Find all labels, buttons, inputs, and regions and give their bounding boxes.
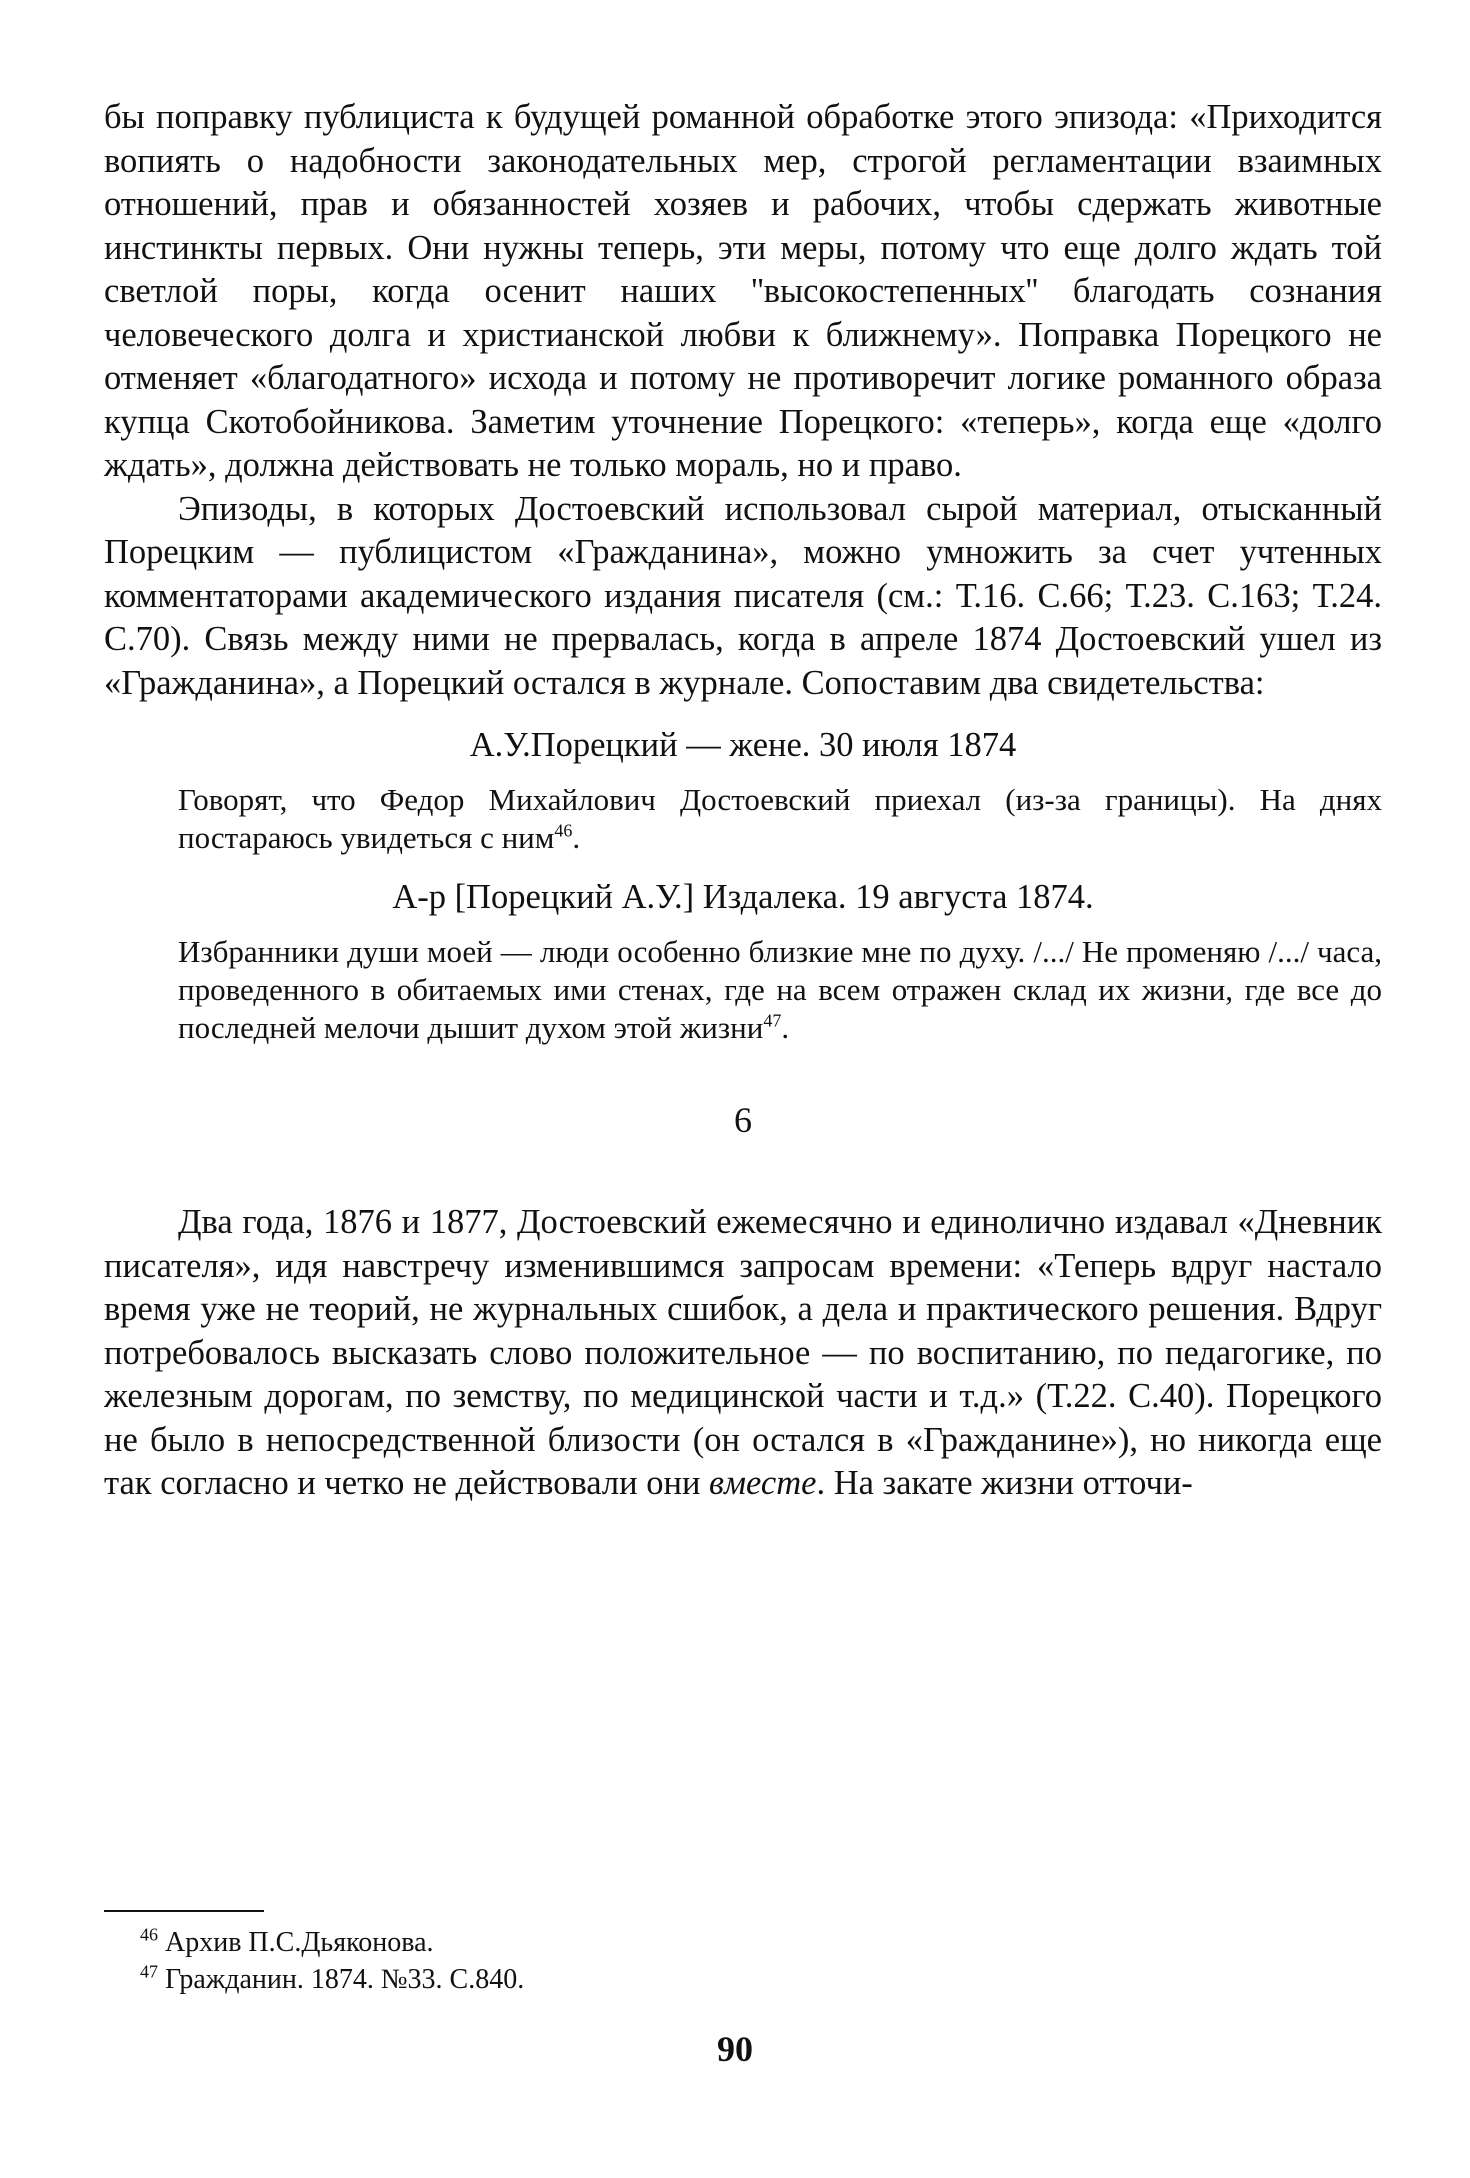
page-body [104,96,1382,1506]
citation-text-2: Избранники души моей — люди особенно близкие мне по духу. /.../ Не променяю /.../ часа, проведенного в обитаемых ими стенах, где на всем отражен склад их жизни, где все до последней мелочи дышит духом этой жизни$^{47}$. [178,934,1382,1045]
footnote-divider [104,1910,264,1912]
footnote-47: $^{47}$ Гражданин. 1874. №33. С.840. [140,1961,525,1995]
emphasis-word: вместе [709,1464,817,1502]
page-number: 90 [717,2029,753,2069]
citation-title-2: А-р [Порецкий А.У.] Издалека. 19 августа 1874. [392,878,1094,916]
paragraph-3: Два года, 1876 и 1877, Достоевский ежемесячно и единолично издавал «Дневник писателя», идя навстречу изменившимся запросам времени: «Теперь вдруг настало время уже не теорий, не журнальных сшибок, а дела и практического решения. Вдруг потребовалось высказать слово положительное — по воспитанию, по педагогике, по железным дорогам, по земству, по медицинской части и т.д.» (Т.22. С.40). Порецкого не было в непосредственной близости (он остался в «Гражданине»), но никогда еще так согласно и четко не действовали они вместе. На закате жизни отточи- [104,1203,1382,1502]
citation-text-1: Говорят, что Федор Михайлович Достоевский приехал (из-за границы). На днях постараюсь увидеться с ним$^{46}$. [178,782,1382,855]
paragraph-1: бы поправку публициста к будущей романной обработке этого эпизода: «Приходится вопиять о надобности законодательных мер, строгой регламентации взаимных отношений, прав и обязанностей хозяев и рабочих, чтобы сдержать животные инстинкты первых. Они нужны теперь, эти меры, потому что еще долго ждать той светлой поры, когда осенит наших ''высокостепенных'' благодать сознания человеческого долга и христианской любви к ближнему». Поправка Порецкого не отменяет «благодатного» исхода и потому не противоречит логике романного образа купца Скотобойникова. Заметим уточнение Порецкого: «теперь», когда еще «долго ждать», должна действовать не только мораль, но и право. [104,98,1382,484]
paragraph-2: Эпизоды, в которых Достоевский использовал сырой материал, отысканный Порецким — публицистом «Гражданина», можно умножить за счет учтенных комментаторами академического издания писателя (см.: Т.16. С.66; Т.23. С.163; Т.24. С.70). Связь между ними не прервалась, когда в апреле 1874 Достоевский ушел из «Гражданина», а Порецкий остался в журнале. Сопоставим два свидетельства: [104,489,1382,702]
citation-title-1: А.У.Порецкий — жене. 30 июля 1874 [469,726,1017,764]
footnote-ref-47: 47 [763,1010,782,1031]
section-number: 6 [734,1100,752,1140]
footnotes [140,1924,524,1998]
footnote-ref-46: 46 [554,820,573,841]
footnote-46: $^{46}$ Архив П.С.Дьяконова. [140,1924,434,1958]
